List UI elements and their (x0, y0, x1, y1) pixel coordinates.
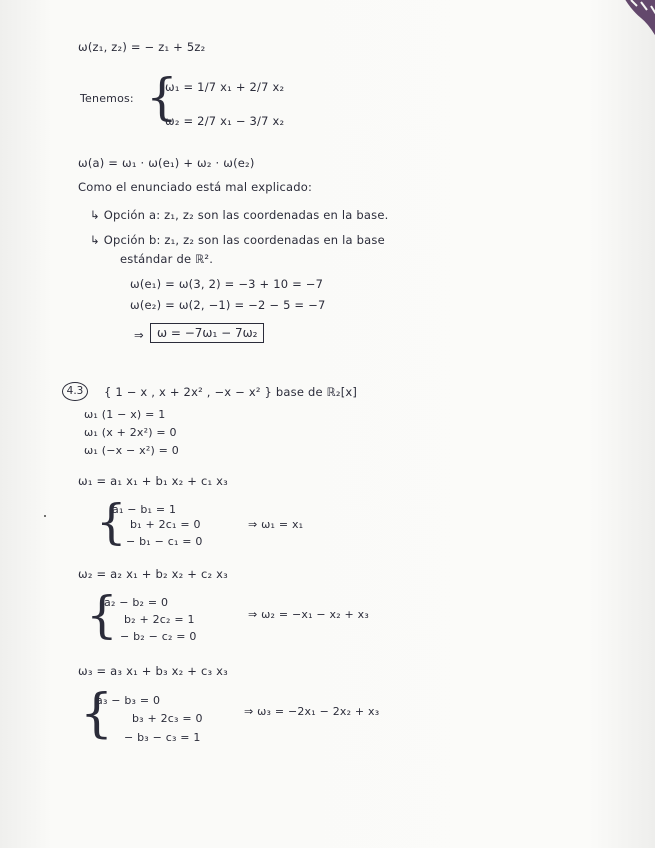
system3-row3: − b₂ − c₂ = 0 (120, 630, 197, 643)
w1-general-form: ω₁ = a₁ x₁ + b₁ x₂ + c₁ x₃ (78, 474, 228, 488)
purple-mark-decoration (601, 0, 655, 56)
pen-dot (44, 515, 46, 517)
option-a: ↳ Opción a: z₁, z₂ son las coordenadas en la base. (90, 208, 389, 222)
option-b-line1: ↳ Opción b: z₁, z₂ son las coordenadas en la base (90, 233, 385, 247)
w1-condition-2: ω₁ (x + 2x²) = 0 (84, 426, 177, 439)
system2-row1: a₁ − b₁ = 1 (112, 503, 177, 516)
boxed-result: ω = −7ω₁ − 7ω₂ (150, 323, 264, 343)
system-brace: { (146, 68, 178, 126)
exercise-statement: { 1 − x , x + 2x² , −x − x² } base de ℝ₂[x] (104, 385, 358, 399)
implies-arrow: ⇒ (134, 328, 144, 342)
w-e2-eval: ω(e₂) = ω(2, −1) = −2 − 5 = −7 (130, 298, 326, 312)
system1-row1: ω₁ = 1/7 x₁ + 2/7 x₂ (165, 80, 285, 94)
system4-row1: a₃ − b₃ = 0 (96, 694, 161, 707)
w3-result: ⇒ ω₃ = −2x₁ − 2x₂ + x₃ (244, 705, 380, 718)
system2-brace: { (96, 494, 127, 550)
exercise-number: 4.3 (62, 382, 88, 401)
w-e1-eval: ω(e₁) = ω(3, 2) = −3 + 10 = −7 (130, 277, 324, 291)
w-of-a-expression: ω(a) = ω₁ · ω(e₁) + ω₂ · ω(e₂) (78, 156, 255, 170)
w1-condition-3: ω₁ (−x − x²) = 0 (84, 444, 179, 457)
tenemos-label: Tenemos: (80, 92, 134, 105)
system4-brace: { (80, 684, 114, 744)
system2-row2: b₁ + 2c₁ = 0 (130, 518, 201, 531)
option-b-line2: estándar de ℝ². (120, 252, 214, 266)
w1-condition-1: ω₁ (1 − x) = 1 (84, 408, 166, 421)
w-definition: ω(z₁, z₂) = − z₁ + 5z₂ (78, 40, 206, 54)
system3-brace: { (86, 586, 118, 644)
enunciado-remark: Como el enunciado está mal explicado: (78, 180, 313, 194)
system3-row1: a₂ − b₂ = 0 (104, 596, 169, 609)
system4-row3: − b₃ − c₃ = 1 (124, 731, 201, 744)
system1-row2: ω₂ = 2/7 x₁ − 3/7 x₂ (165, 114, 285, 128)
system3-row2: b₂ + 2c₂ = 1 (124, 613, 195, 626)
w3-general-form: ω₃ = a₃ x₁ + b₃ x₂ + c₃ x₃ (78, 664, 228, 678)
system4-row2: b₃ + 2c₃ = 0 (132, 712, 203, 725)
w1-result: ⇒ ω₁ = x₁ (248, 518, 304, 531)
system2-row3: − b₁ − c₁ = 0 (126, 535, 203, 548)
w2-general-form: ω₂ = a₂ x₁ + b₂ x₂ + c₂ x₃ (78, 567, 228, 581)
w2-result: ⇒ ω₂ = −x₁ − x₂ + x₃ (248, 608, 369, 621)
